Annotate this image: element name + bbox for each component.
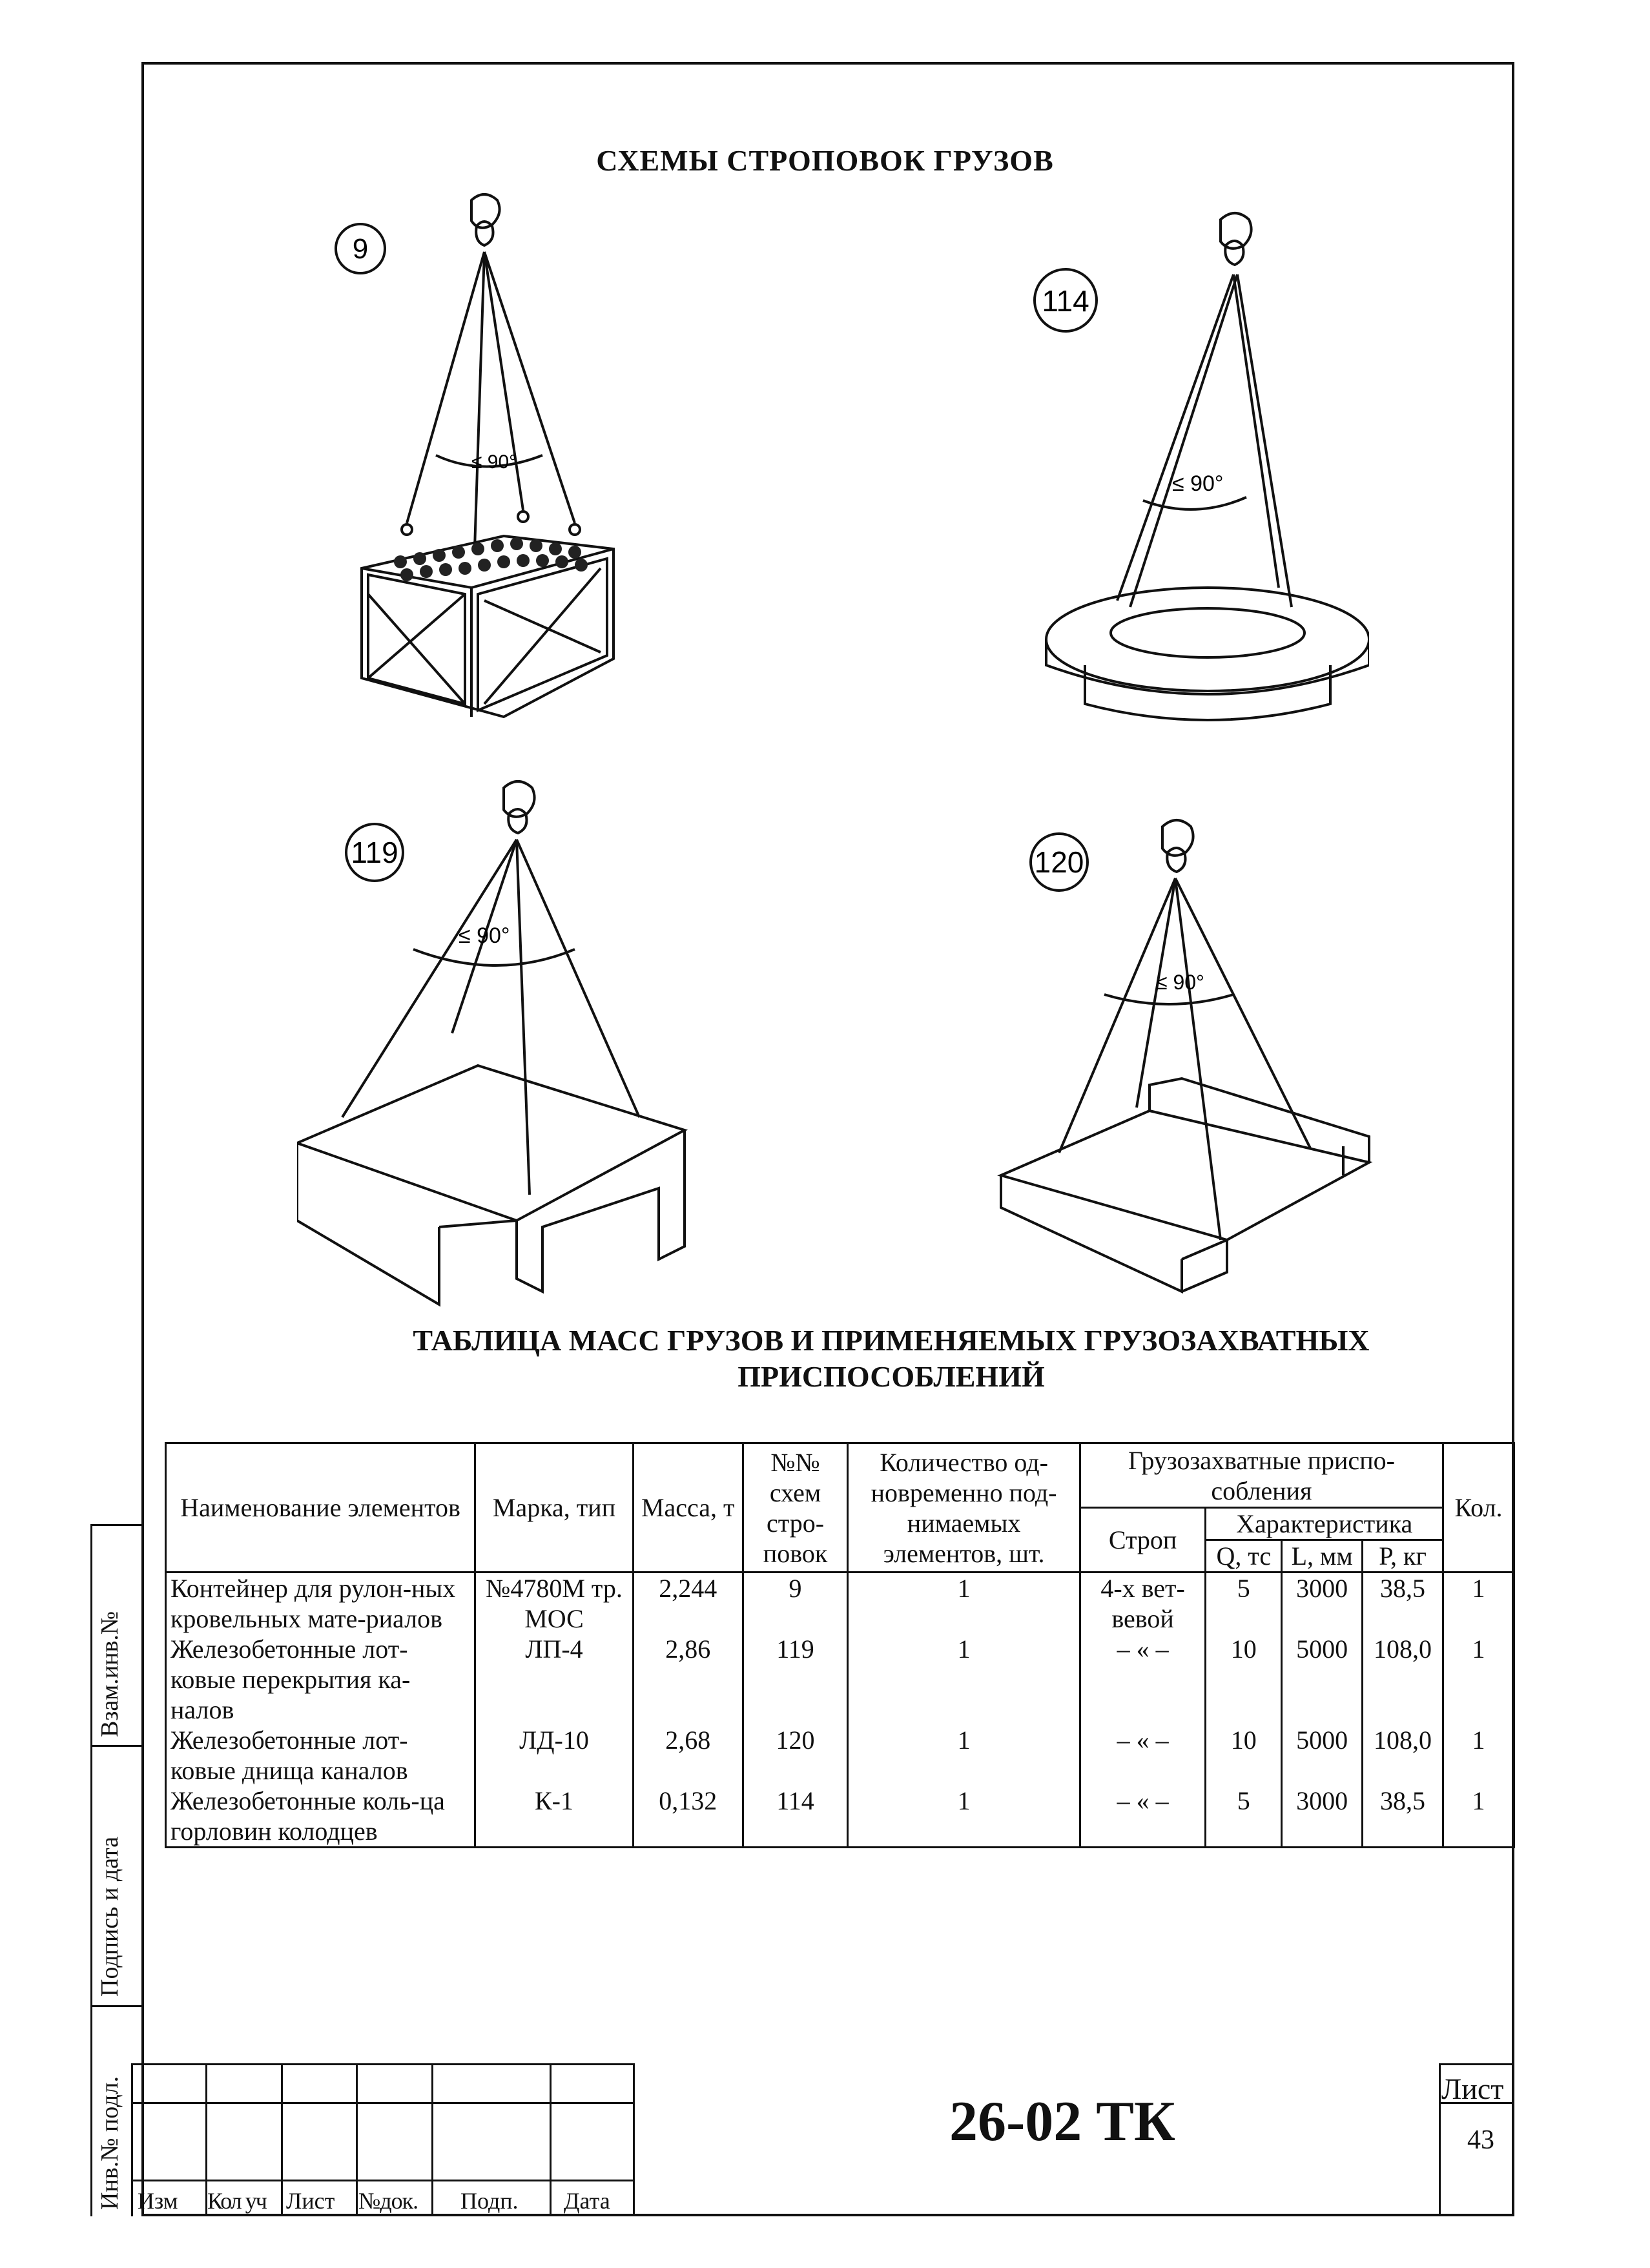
table-title-line2: ПРИСПОСОБЛЕНИЙ [737, 1360, 1045, 1393]
cell-l: 5000 [1282, 1725, 1363, 1786]
margin-divider [90, 1745, 143, 1747]
stamp-data: Дата [564, 2188, 610, 2214]
scheme-119-drawing [297, 768, 710, 1317]
cell-qty: 1 [1443, 1786, 1514, 1848]
scheme-120-angle: ≤ 90° [1156, 971, 1204, 994]
scheme-114-drawing [1020, 194, 1369, 736]
title-block [131, 2063, 1514, 2216]
cell-sling: – « – [1080, 1634, 1206, 1725]
stamp-list: Лист [286, 2188, 335, 2214]
cell-scheme: 119 [743, 1634, 848, 1725]
table-row [166, 1572, 1514, 1634]
sheet-number: 43 [1467, 2125, 1494, 2155]
table-title [310, 1323, 1472, 1395]
header-devices: Грузозахватные приспо-собления [1080, 1443, 1443, 1508]
cell-name: Железобетонные лот-ковые перекрытия ка-налов [166, 1634, 475, 1725]
scheme-9-angle: ≤ 90° [471, 451, 517, 473]
cell-p: 38,5 [1363, 1572, 1443, 1634]
scheme-119-angle: ≤ 90° [459, 923, 510, 948]
scheme-114-angle: ≤ 90° [1172, 471, 1224, 496]
header-mass: Масса, т [633, 1443, 743, 1572]
cell-p: 108,0 [1363, 1634, 1443, 1725]
cell-l: 3000 [1282, 1786, 1363, 1848]
header-q: Q, тс [1206, 1540, 1282, 1572]
cell-sling: – « – [1080, 1725, 1206, 1786]
table-row [166, 1786, 1514, 1848]
table-row [166, 1725, 1514, 1786]
cell-qty: 1 [1443, 1572, 1514, 1634]
cell-qty: 1 [1443, 1634, 1514, 1725]
cell-q: 5 [1206, 1572, 1282, 1634]
table-row [166, 1634, 1514, 1725]
cargo-mass-table [165, 1442, 1515, 1848]
header-qty-lift: Количество од-новременно под-нимаемых элементов, шт. [848, 1443, 1080, 1572]
cell-mass: 2,244 [633, 1572, 743, 1634]
scheme-119-number: 119 [351, 836, 398, 869]
cell-q: 10 [1206, 1634, 1282, 1725]
cell-sling: – « – [1080, 1786, 1206, 1848]
cell-mark: ЛД-10 [475, 1725, 634, 1786]
cell-l: 5000 [1282, 1634, 1363, 1725]
cell-mass: 2,68 [633, 1725, 743, 1786]
title-block-col [550, 2063, 552, 2216]
cell-name: Контейнер для рулон-ных кровельных мате-риалов [166, 1572, 475, 1634]
scheme-114-number: 114 [1042, 284, 1089, 318]
cell-sling: 4-х вет-вевой [1080, 1572, 1206, 1634]
cell-qty-lift: 1 [848, 1725, 1080, 1786]
sheet-label: Лист [1441, 2072, 1504, 2105]
header-sling: Строп [1080, 1508, 1206, 1572]
cell-scheme: 114 [743, 1786, 848, 1848]
cell-name: Железобетонные лот-ковые днища каналов [166, 1725, 475, 1786]
title-block-col [281, 2063, 283, 2216]
cell-mass: 0,132 [633, 1786, 743, 1848]
cell-l: 3000 [1282, 1572, 1363, 1634]
scheme-120-drawing [988, 814, 1382, 1311]
scheme-9-number: 9 [352, 233, 369, 265]
cell-mark: ЛП-4 [475, 1634, 634, 1725]
margin-line [90, 1524, 92, 2216]
margin-stamp [45, 1524, 142, 2216]
page-title: СХЕМЫ СТРОПОВОК ГРУЗОВ [596, 144, 1054, 177]
header-schemes: №№ схем стро-повок [743, 1443, 848, 1572]
margin-label-podpis: Подпись и дата [96, 1836, 123, 1997]
header-name: Наименование элементов [166, 1443, 475, 1572]
margin-divider [90, 2005, 143, 2007]
title-block-col [431, 2063, 433, 2216]
stamp-kol: Кол уч [207, 2188, 266, 2214]
cell-scheme: 120 [743, 1725, 848, 1786]
scheme-120-number: 120 [1034, 845, 1084, 879]
stamp-izm: Изм [138, 2188, 178, 2214]
margin-label-vzam: Взам.инв.№ [96, 1611, 123, 1737]
margin-divider [90, 1524, 143, 1526]
stamp-ndok: №док. [358, 2188, 418, 2214]
title-block-col [356, 2063, 358, 2216]
stamp-podp: Подп. [460, 2188, 519, 2214]
header-qty: Кол. [1443, 1443, 1514, 1572]
cell-mark: К-1 [475, 1786, 634, 1848]
cell-p: 108,0 [1363, 1725, 1443, 1786]
cell-qty-lift: 1 [848, 1786, 1080, 1848]
cell-p: 38,5 [1363, 1786, 1443, 1848]
header-p: P, кг [1363, 1540, 1443, 1572]
header-characteristic: Характеристика [1206, 1508, 1443, 1540]
scheme-9-drawing [310, 187, 672, 743]
cell-q: 10 [1206, 1725, 1282, 1786]
cell-mass: 2,86 [633, 1634, 743, 1725]
cell-q: 5 [1206, 1786, 1282, 1848]
cell-qty: 1 [1443, 1725, 1514, 1786]
cell-qty-lift: 1 [848, 1572, 1080, 1634]
cell-qty-lift: 1 [848, 1634, 1080, 1725]
cell-scheme: 9 [743, 1572, 848, 1634]
cell-name: Железобетонные коль-ца горловин колодцев [166, 1786, 475, 1848]
cell-mark: №4780М тр. МОС [475, 1572, 634, 1634]
document-code: 26-02 ТК [949, 2090, 1175, 2153]
table-title-line1: ТАБЛИЦА МАСС ГРУЗОВ И ПРИМЕНЯЕМЫХ ГРУЗОЗАХВАТНЫХ [413, 1324, 1370, 1357]
header-mark: Марка, тип [475, 1443, 634, 1572]
header-l: L, мм [1282, 1540, 1363, 1572]
margin-label-inv: Инв.№ подл. [96, 2076, 123, 2210]
